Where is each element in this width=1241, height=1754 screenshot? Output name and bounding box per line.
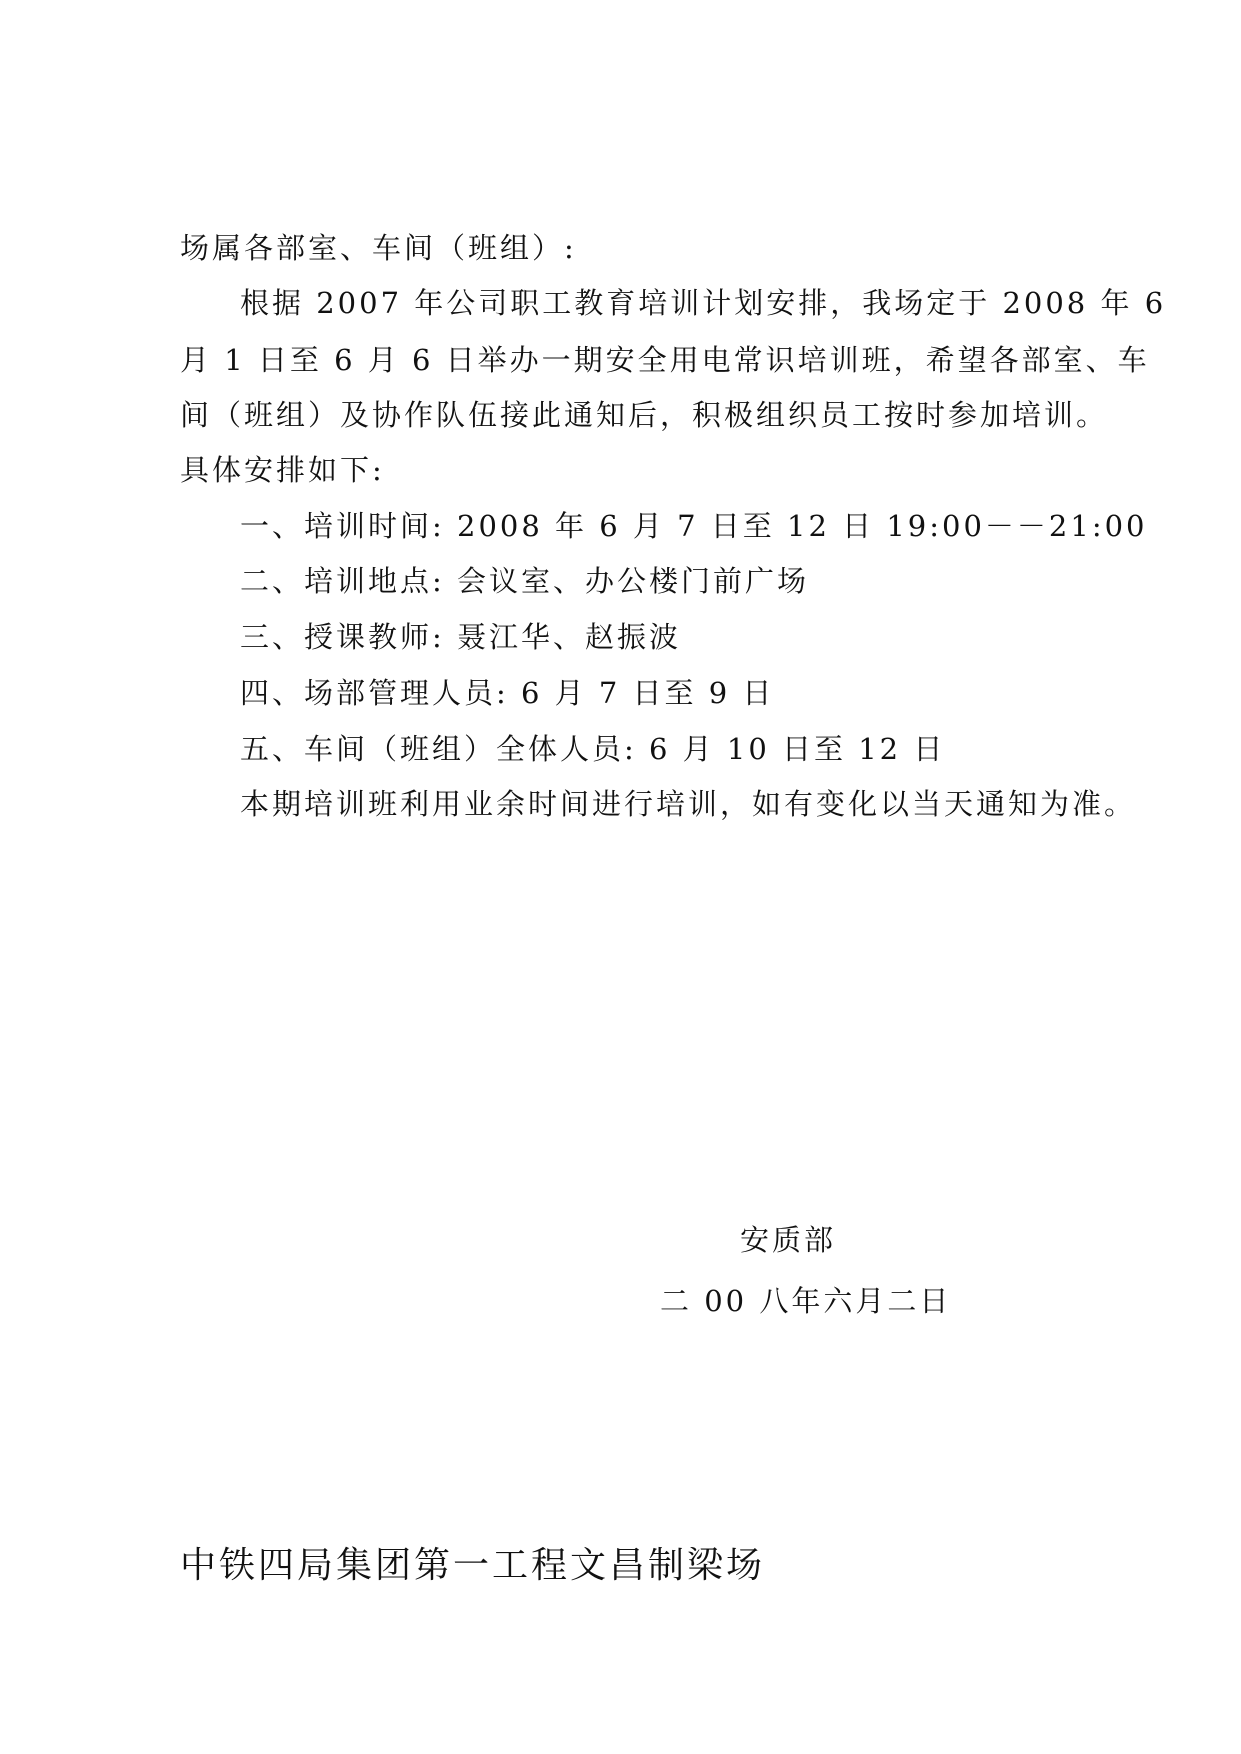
footer-organization: 中铁四局集团第一工程文昌制梁场 [180,1545,766,1586]
item-instructors: 三、授课教师: 聂江华、赵振波 [240,620,681,654]
body-line-3: 间（班组）及协作队伍接此通知后，积极组织员工按时参加培训。 [180,398,1109,432]
signature-department: 安质部 [740,1223,837,1257]
signature-date: 二 00 八年六月二日 [660,1284,952,1318]
closing-note: 本期培训班利用业余时间进行培训，如有变化以当天通知为准。 [240,787,1137,821]
item-management-staff: 四、场部管理人员: 6 月 7 日至 9 日 [240,676,775,710]
body-line-4: 具体安排如下: [180,453,385,487]
body-line-1: 根据 2007 年公司职工教育培训计划安排，我场定于 2008 年 6 [240,286,1167,320]
item-training-time: 一、培训时间: 2008 年 6 月 7 日至 12 日 19:00－－21:00 [240,509,1148,543]
item-training-location: 二、培训地点: 会议室、办公楼门前广场 [240,564,809,598]
body-line-2: 月 1 日至 6 月 6 日举办一期安全用电常识培训班，希望各部室、车 [180,343,1150,377]
salutation: 场属各部室、车间（班组）: [180,231,577,265]
item-workshop-staff: 五、车间（班组）全体人员: 6 月 10 日至 12 日 [240,732,946,766]
